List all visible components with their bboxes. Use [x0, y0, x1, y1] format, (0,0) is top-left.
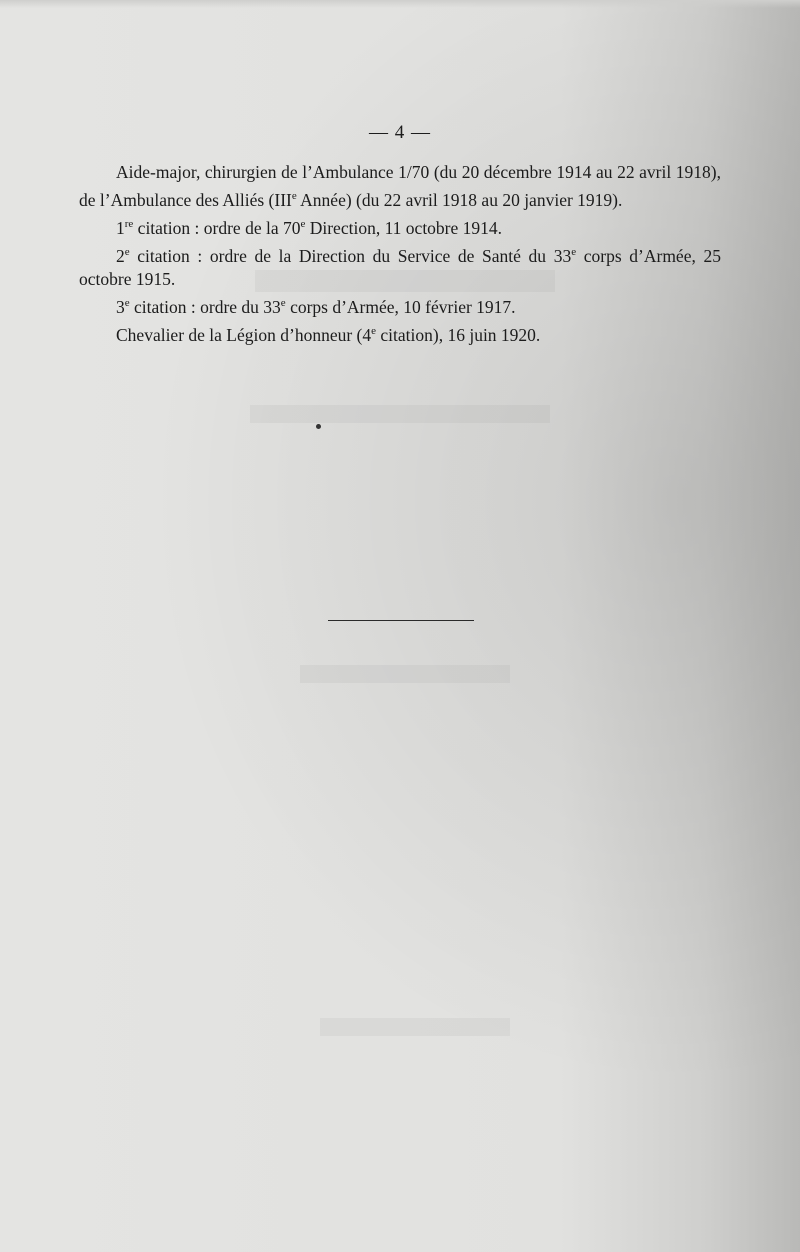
paragraph-service: Aide-major, chirurgien de l’Ambulance 1/70 (du 20 décembre 1914 au 22 avril 1918), de l’Ambulance des Alliés (IIIe Année) (du 22 avril 1918 au 20 janvier 1919).: [79, 162, 721, 210]
show-through-block: [300, 665, 510, 683]
citations-text: [79, 160, 721, 347]
page-edge-shadow: [0, 0, 800, 8]
paragraph-citation-1: 1re citation : ordre de la 70e Direction, 11 octobre 1914.: [116, 217, 503, 238]
ink-speck: [316, 424, 321, 429]
page-number: — 4 —: [369, 122, 431, 143]
show-through-block: [250, 405, 550, 423]
section-divider: [328, 620, 474, 621]
paragraph-citation-2: 2e citation : ordre de la Direction du Service de Santé du 33e corps d’Armée, 25 octobre 1915.: [79, 245, 721, 290]
show-through-block: [320, 1018, 510, 1036]
paragraph-citation-3: 3e citation : ordre du 33e corps d’Armée, 10 février 1917.: [116, 297, 516, 318]
paragraph-legion-honneur: Chevalier de la Légion d’honneur (4e citation), 16 juin 1920.: [116, 325, 541, 346]
